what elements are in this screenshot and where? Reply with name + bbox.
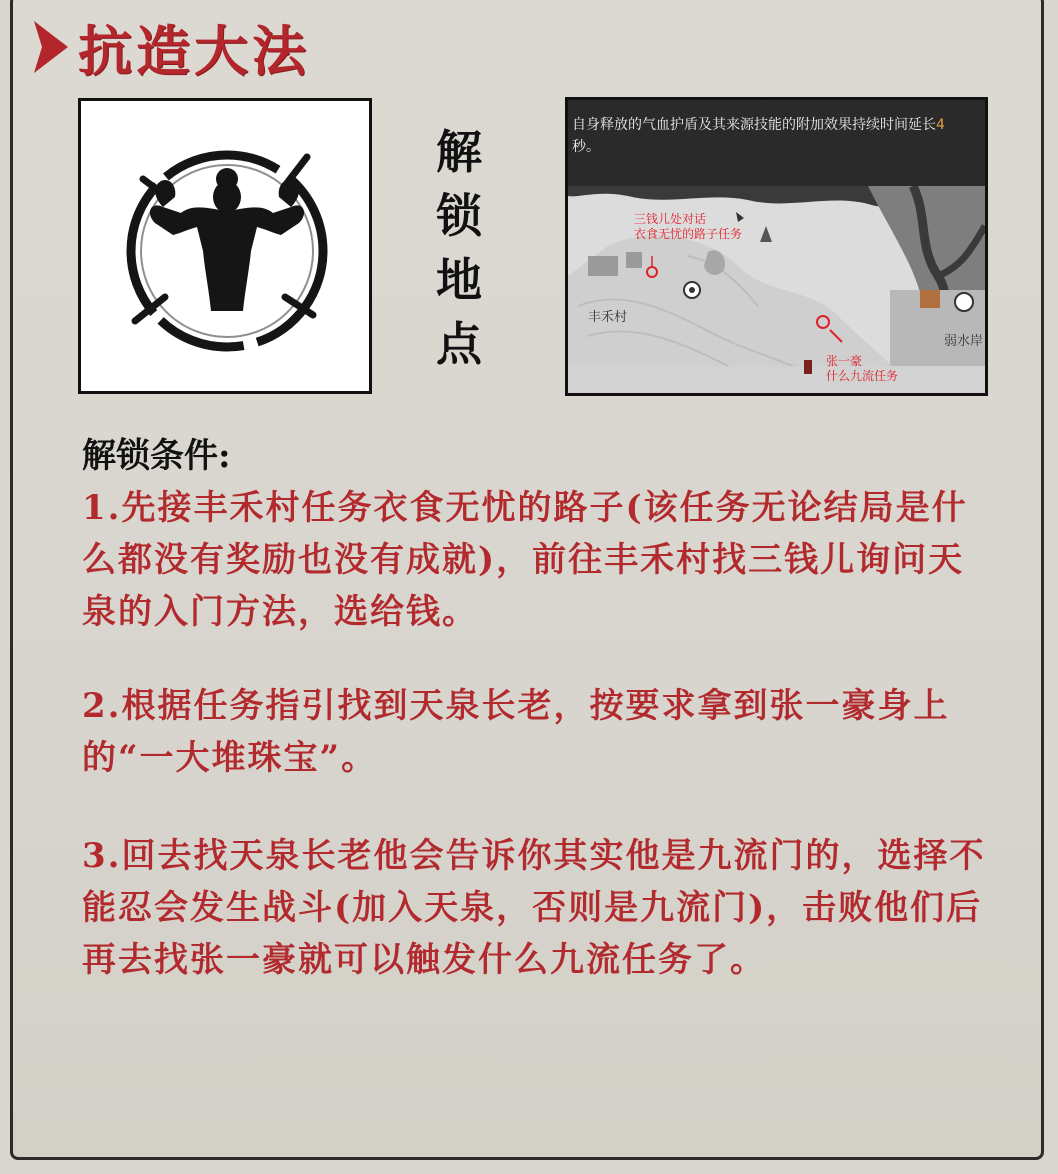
map-shore-label: 弱水岸: [944, 334, 984, 349]
chevron-right-icon: [28, 17, 72, 77]
flexing-strongman-emblem-icon: [81, 101, 369, 391]
map-terrain: [568, 186, 985, 396]
map-marker1-line1: 三钱儿处对话: [634, 212, 707, 226]
unlock-location-char: 点: [436, 317, 482, 371]
unlock-location-char: 解: [436, 125, 482, 179]
map-caption-tail: 秒。: [572, 139, 600, 155]
map-caption-highlight: 4: [936, 117, 945, 133]
map-village-label: 丰禾村: [588, 310, 628, 325]
unlock-location-char: 地: [436, 253, 482, 307]
unlock-location-char: 锁: [436, 189, 482, 243]
title-row: [28, 12, 310, 82]
map-marker1-line2: 衣食无忧的路子任务: [634, 227, 743, 241]
unlock-step: 3.回去找天泉长老他会告诉你其实他是九流门的，选择不能忍会发生战斗(加入天泉，否则是九流门)，击败他们后再去找张一豪就可以触发什么九流任务了。: [82, 836, 986, 980]
map-marker2-line1: 张一豪: [826, 354, 863, 368]
unlock-location-label: [432, 120, 486, 376]
location-map: [565, 97, 988, 396]
page-title: 抗造大法: [78, 18, 310, 83]
unlock-step: 2.根据任务指引找到天泉长老，按要求拿到张一豪身上的“一大堆珠宝”。: [82, 686, 950, 778]
unlock-step: 1.先接丰禾村任务衣食无忧的路子(该任务无论结局是什么都没有奖励也没有成就)，前往丰禾村找三钱儿询问天泉的入门方法，选给钱。: [82, 488, 968, 632]
skill-icon-box: [78, 98, 372, 394]
map-caption-main: 自身释放的气血护盾及其来源技能的附加效果持续时间延长: [572, 117, 936, 133]
unlock-conditions-title: 解锁条件:: [82, 436, 231, 476]
map-skill-description: [572, 114, 984, 158]
map-marker2-line2: 什么九流任务: [826, 369, 899, 383]
